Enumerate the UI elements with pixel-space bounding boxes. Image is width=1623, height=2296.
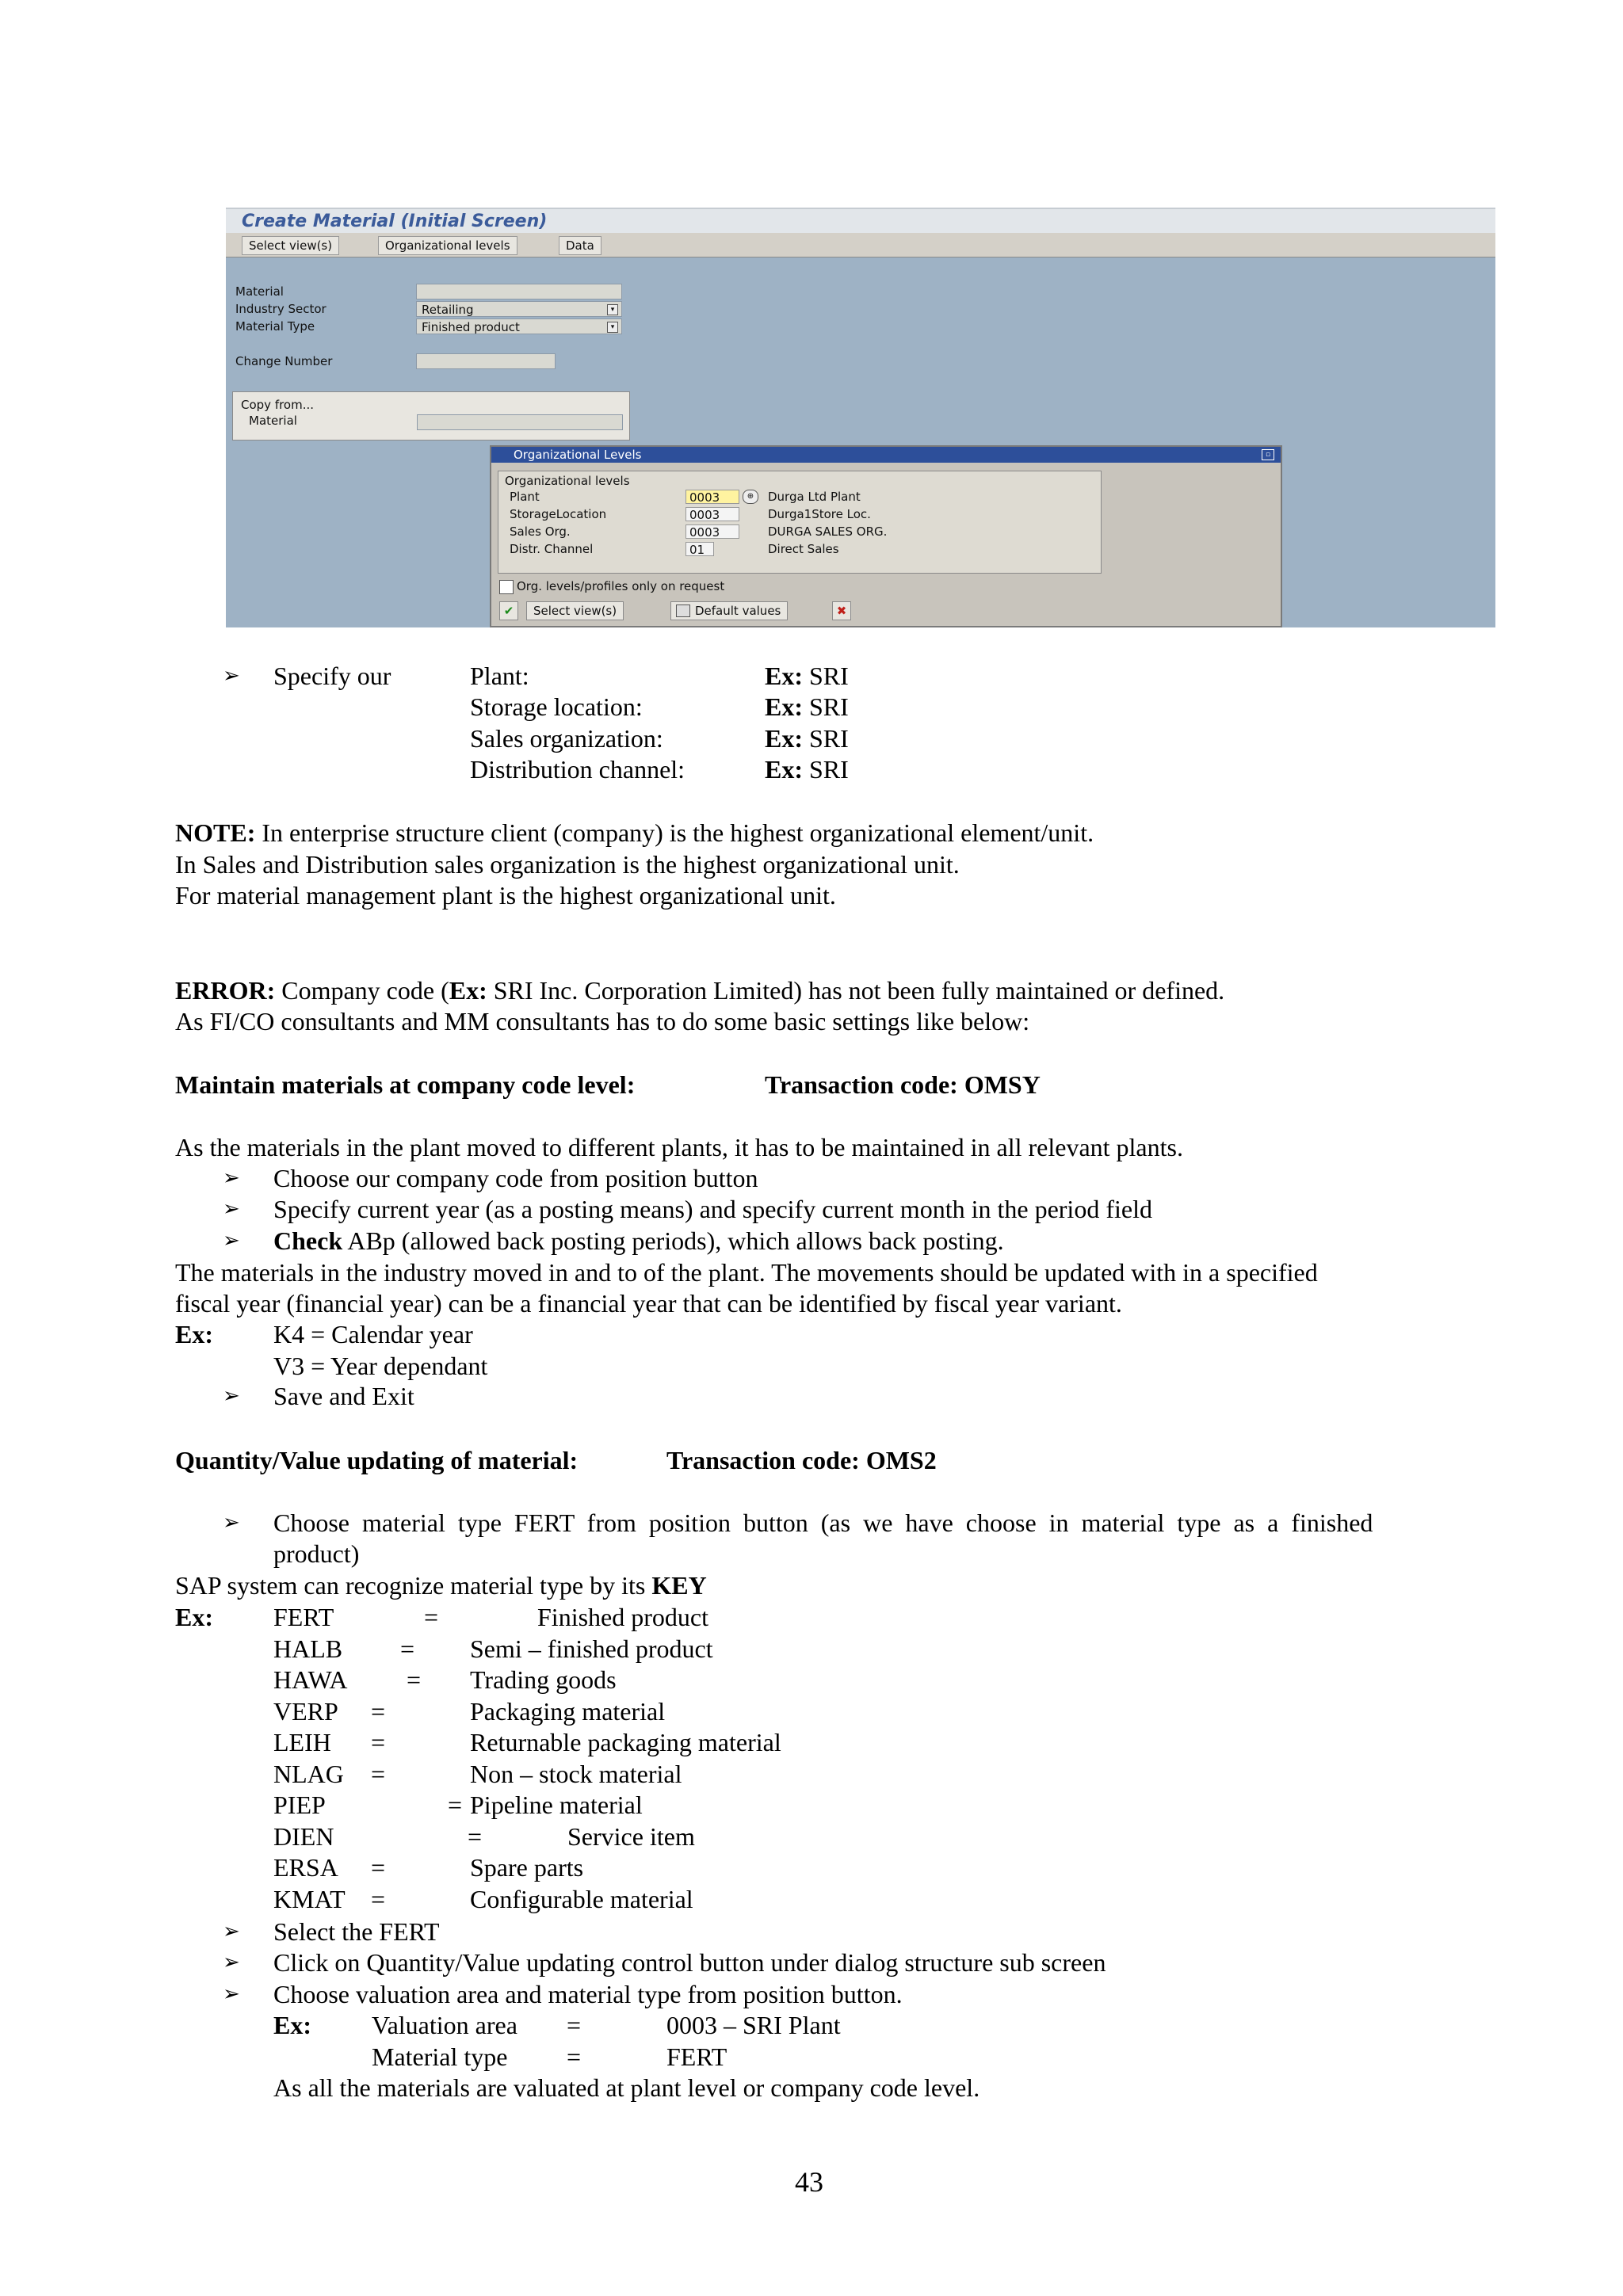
specify-example (765, 723, 849, 754)
copy-material-input[interactable] (417, 414, 623, 430)
material-type-code: VERP (273, 1697, 338, 1726)
industry-sector-label: Industry Sector (235, 302, 327, 316)
select-views-button[interactable]: Select view(s) (242, 236, 339, 255)
material-type-name: Packaging material (470, 1697, 666, 1726)
note-line (175, 817, 1094, 849)
ex-label: Ex: (175, 1603, 213, 1631)
bullet-arrow-icon: ➢ (223, 1511, 240, 1535)
specify-example (765, 753, 849, 785)
bullet-arrow-icon: ➢ (223, 1197, 240, 1221)
default-values-icon (676, 605, 690, 617)
material-label: Material (235, 284, 284, 299)
material-type-code: FERT (273, 1603, 334, 1631)
ex-label: Ex: (175, 1320, 213, 1348)
material-type-name: Trading goods (470, 1665, 617, 1694)
bullet-arrow-icon: ➢ (223, 1951, 240, 1974)
distr-channel-input[interactable]: 01 (685, 542, 714, 556)
default-values-button[interactable] (670, 601, 788, 620)
ex-label: Ex: (765, 724, 803, 753)
ex-value: SRI (809, 662, 849, 690)
valuation-area-eq: = (567, 2011, 582, 2039)
bullet-text (273, 1225, 1004, 1257)
sap-title-bar (226, 208, 1495, 235)
bullet-text: Click on Quantity/Value updating control button under dialog structure sub screen (273, 1948, 1106, 1977)
org-levels-checkbox-label: Org. levels/profiles only on request (517, 579, 725, 593)
copy-material-label: Material (249, 414, 297, 428)
material-type-equals: = (448, 1791, 463, 1819)
industry-sector-value: Retailing (422, 303, 474, 317)
dialog-title: Organizational Levels (514, 448, 642, 462)
material-type-name: Spare parts (470, 1853, 584, 1882)
org-levels-group-title: Organizational levels (505, 474, 630, 488)
key-label: KEY (651, 1571, 707, 1600)
bullet-arrow-icon: ➢ (223, 1229, 240, 1253)
material-type-code: HAWA (273, 1665, 348, 1694)
material-type-code: HALB (273, 1634, 343, 1663)
bullet-text: product) (273, 1539, 360, 1568)
plant-label: Plant (510, 490, 540, 504)
bullet-text: Choose valuation area and material type from position button. (273, 1980, 903, 2008)
close-icon[interactable]: ▫ (1262, 449, 1274, 460)
sap-screenshot (226, 208, 1495, 627)
material-type-name: Semi – finished product (470, 1634, 713, 1663)
material-type-name: Pipeline material (470, 1791, 643, 1819)
search-help-icon[interactable]: ⊕ (743, 490, 758, 504)
material-type-value: Finished product (422, 320, 520, 334)
specify-label: Sales organization: (470, 724, 663, 753)
transaction-code: Transaction code: OMSY (765, 1070, 1041, 1099)
variant-line: K4 = Calendar year (273, 1320, 473, 1348)
material-type-code: PIEP (273, 1791, 326, 1819)
specify-label: Plant: (470, 662, 529, 690)
ex-value: SRI (809, 755, 849, 784)
bullet-text: Save and Exit (273, 1382, 414, 1410)
bullet-arrow-icon: ➢ (223, 1384, 240, 1408)
material-type-eq: = (567, 2042, 582, 2071)
material-type-equals: = (371, 1853, 386, 1882)
material-type-label: Material Type (235, 319, 315, 334)
error-line (175, 974, 1224, 1006)
section-heading: Maintain materials at company code level: (175, 1070, 636, 1099)
confirm-icon[interactable]: ✔ (499, 601, 518, 620)
ex-value: SRI (809, 724, 849, 753)
dropdown-icon[interactable]: ▾ (607, 322, 618, 333)
material-type-equals: = (407, 1665, 422, 1694)
bullet-arrow-icon: ➢ (223, 664, 240, 688)
plant-input[interactable]: 0003 (685, 490, 739, 504)
material-type-code: LEIH (273, 1728, 331, 1756)
material-type-name: Returnable packaging material (470, 1728, 781, 1756)
ex-label: Ex: (765, 662, 803, 690)
ex-value: SRI (809, 692, 849, 721)
note-line: In Sales and Distribution sales organization is the highest organizational unit. (175, 850, 960, 879)
key-line (175, 1569, 707, 1601)
change-number-label: Change Number (235, 354, 333, 368)
distr-channel-label: Distr. Channel (510, 542, 594, 556)
ex-label: Ex: (273, 2011, 311, 2039)
material-type-select[interactable] (416, 318, 622, 334)
material-type-equals: = (424, 1603, 439, 1631)
select-views-dialog-button[interactable]: Select view(s) (526, 601, 624, 620)
paragraph: The materials in the industry moved in and to of the plant. The movements should be updated with in a specified (175, 1258, 1318, 1287)
key-line-text: SAP system can recognize material type by its (175, 1571, 652, 1600)
paragraph: As the materials in the plant moved to different plants, it has to be maintained in all relevant plants. (175, 1133, 1183, 1161)
specify-label: Distribution channel: (470, 755, 685, 784)
material-type-code: KMAT (273, 1885, 346, 1913)
material-type-equals: = (371, 1760, 386, 1788)
page-number: 43 (795, 2166, 823, 2198)
check-label: Check (273, 1226, 343, 1255)
bullet-text: Choose material type FERT from position button (as we have choose in material type as a finished (273, 1508, 1373, 1537)
copy-from-group (232, 391, 630, 441)
sales-org-label: Sales Org. (510, 524, 571, 539)
paragraph: fiscal year (financial year) can be a financial year that can be identified by fiscal year variant. (175, 1289, 1122, 1318)
error-text: Company code ( (275, 976, 449, 1005)
org-levels-group (498, 471, 1102, 574)
industry-sector-select[interactable] (416, 301, 622, 317)
material-type-equals: = (371, 1728, 386, 1756)
bullet-rest: ABp (allowed back posting periods), which allows back posting. (342, 1226, 1004, 1255)
material-type-doc-label: Material type (372, 2042, 508, 2071)
cancel-icon[interactable]: ✖ (832, 601, 851, 620)
org-levels-checkbox[interactable] (499, 580, 514, 594)
organizational-levels-button[interactable]: Organizational levels (378, 236, 517, 255)
transaction-code: Transaction code: OMS2 (666, 1446, 937, 1474)
sales-org-desc: DURGA SALES ORG. (768, 524, 888, 539)
material-type-code: ERSA (273, 1853, 338, 1882)
paragraph: As all the materials are valuated at plant level or company code level. (273, 2073, 980, 2102)
variant-line: V3 = Year dependant (273, 1352, 488, 1380)
specify-example (765, 660, 849, 692)
error-text: SRI Inc. Corporation Limited) has not been fully maintained or defined. (487, 976, 1225, 1005)
bullet-text: Select the FERT (273, 1917, 440, 1946)
default-values-label: Default values (695, 604, 781, 618)
material-type-name: Finished product (537, 1603, 708, 1631)
dropdown-icon[interactable]: ▾ (607, 304, 618, 315)
sap-application-toolbar (226, 233, 1495, 257)
material-type-code: DIEN (273, 1822, 334, 1851)
material-type-name: Non – stock material (470, 1760, 682, 1788)
data-button[interactable]: Data (559, 236, 601, 255)
specify-example (765, 691, 849, 723)
organizational-levels-dialog (490, 445, 1282, 627)
material-type-code: NLAG (273, 1760, 344, 1788)
bullet-arrow-icon: ➢ (223, 1982, 240, 2006)
valuation-area-label: Valuation area (372, 2011, 517, 2039)
material-type-name: Service item (567, 1822, 695, 1851)
note-text: In enterprise structure client (company) is the highest organizational element/unit. (255, 818, 1094, 847)
note-line: For material management plant is the highest organizational unit. (175, 881, 836, 910)
material-input[interactable] (416, 284, 622, 299)
bullet-arrow-icon: ➢ (223, 1166, 240, 1190)
specify-lead: Specify our (273, 662, 391, 690)
storage-location-input[interactable]: 0003 (685, 507, 739, 521)
ex-label: Ex: (449, 976, 487, 1005)
material-type-doc-value: FERT (666, 2042, 727, 2071)
note-label: NOTE: (175, 818, 256, 847)
ex-label: Ex: (765, 755, 803, 784)
ex-label: Ex: (765, 692, 803, 721)
change-number-input[interactable] (416, 353, 556, 369)
bullet-text: Choose our company code from position button (273, 1164, 758, 1192)
plant-desc: Durga Ltd Plant (768, 490, 861, 504)
bullet-arrow-icon: ➢ (223, 1920, 240, 1943)
specify-label: Storage location: (470, 692, 643, 721)
material-type-equals: = (468, 1822, 483, 1851)
section-heading: Quantity/Value updating of material: (175, 1446, 579, 1474)
material-type-name: Configurable material (470, 1885, 693, 1913)
bullet-text: Specify current year (as a posting means) and specify current month in the period field (273, 1195, 1152, 1223)
material-type-equals: = (371, 1885, 386, 1913)
storage-location-desc: Durga1Store Loc. (768, 507, 871, 521)
sales-org-input[interactable]: 0003 (685, 524, 739, 539)
copy-from-title: Copy from... (241, 398, 315, 412)
dialog-title-bar (491, 447, 1281, 463)
distr-channel-desc: Direct Sales (768, 542, 839, 556)
sap-screen-title: Create Material (Initial Screen) (242, 212, 548, 231)
error-label: ERROR: (175, 976, 276, 1005)
error-line: As FI/CO consultants and MM consultants has to do some basic settings like below: (175, 1007, 1030, 1035)
storage-location-label: StorageLocation (510, 507, 607, 521)
valuation-area-value: 0003 – SRI Plant (666, 2011, 841, 2039)
material-type-equals: = (371, 1697, 386, 1726)
material-type-equals: = (400, 1634, 415, 1663)
